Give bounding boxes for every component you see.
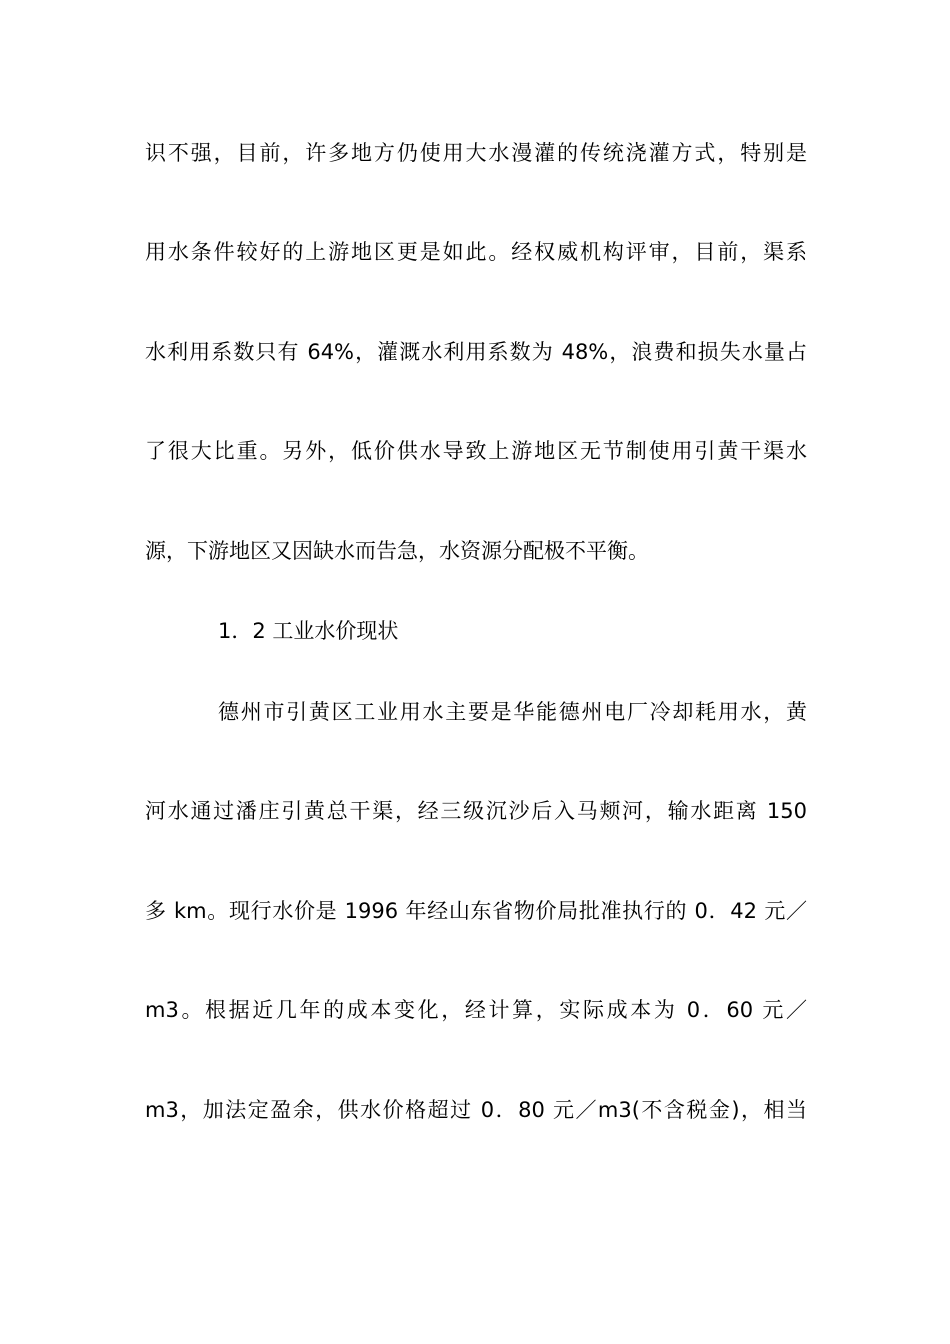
paragraph-line: 多 km。现行水价是 1996 年经山东省物价局批准执行的 0．42 元／ (145, 899, 807, 923)
paragraph-line: 源，下游地区又因缺水而告急，水资源分配极不平衡。 (145, 539, 649, 563)
paragraph-line: 水利用系数只有 64%，灌溉水利用系数为 48%，浪费和损失水量占 (145, 340, 807, 364)
paragraph-line: m3，加法定盈余，供水价格超过 0．80 元／m3(不含税金)，相当 (145, 1098, 807, 1122)
paragraph-line: 德州市引黄区工业用水主要是华能德州电厂冷却耗用水，黄 (218, 700, 807, 724)
section-heading: 1．2 工业水价现状 (218, 619, 399, 643)
paragraph-line: m3。根据近几年的成本变化，经计算，实际成本为 0．60 元／ (145, 998, 807, 1022)
paragraph-line: 河水通过潘庄引黄总干渠，经三级沉沙后入马颊河，输水距离 150 (145, 799, 807, 823)
paragraph-line: 用水条件较好的上游地区更是如此。经权威机构评审，目前，渠系 (145, 240, 807, 264)
paragraph-line: 了很大比重。另外，低价供水导致上游地区无节制使用引黄干渠水 (145, 439, 807, 463)
paragraph-line: 识不强，目前，许多地方仍使用大水漫灌的传统浇灌方式，特别是 (145, 141, 807, 165)
